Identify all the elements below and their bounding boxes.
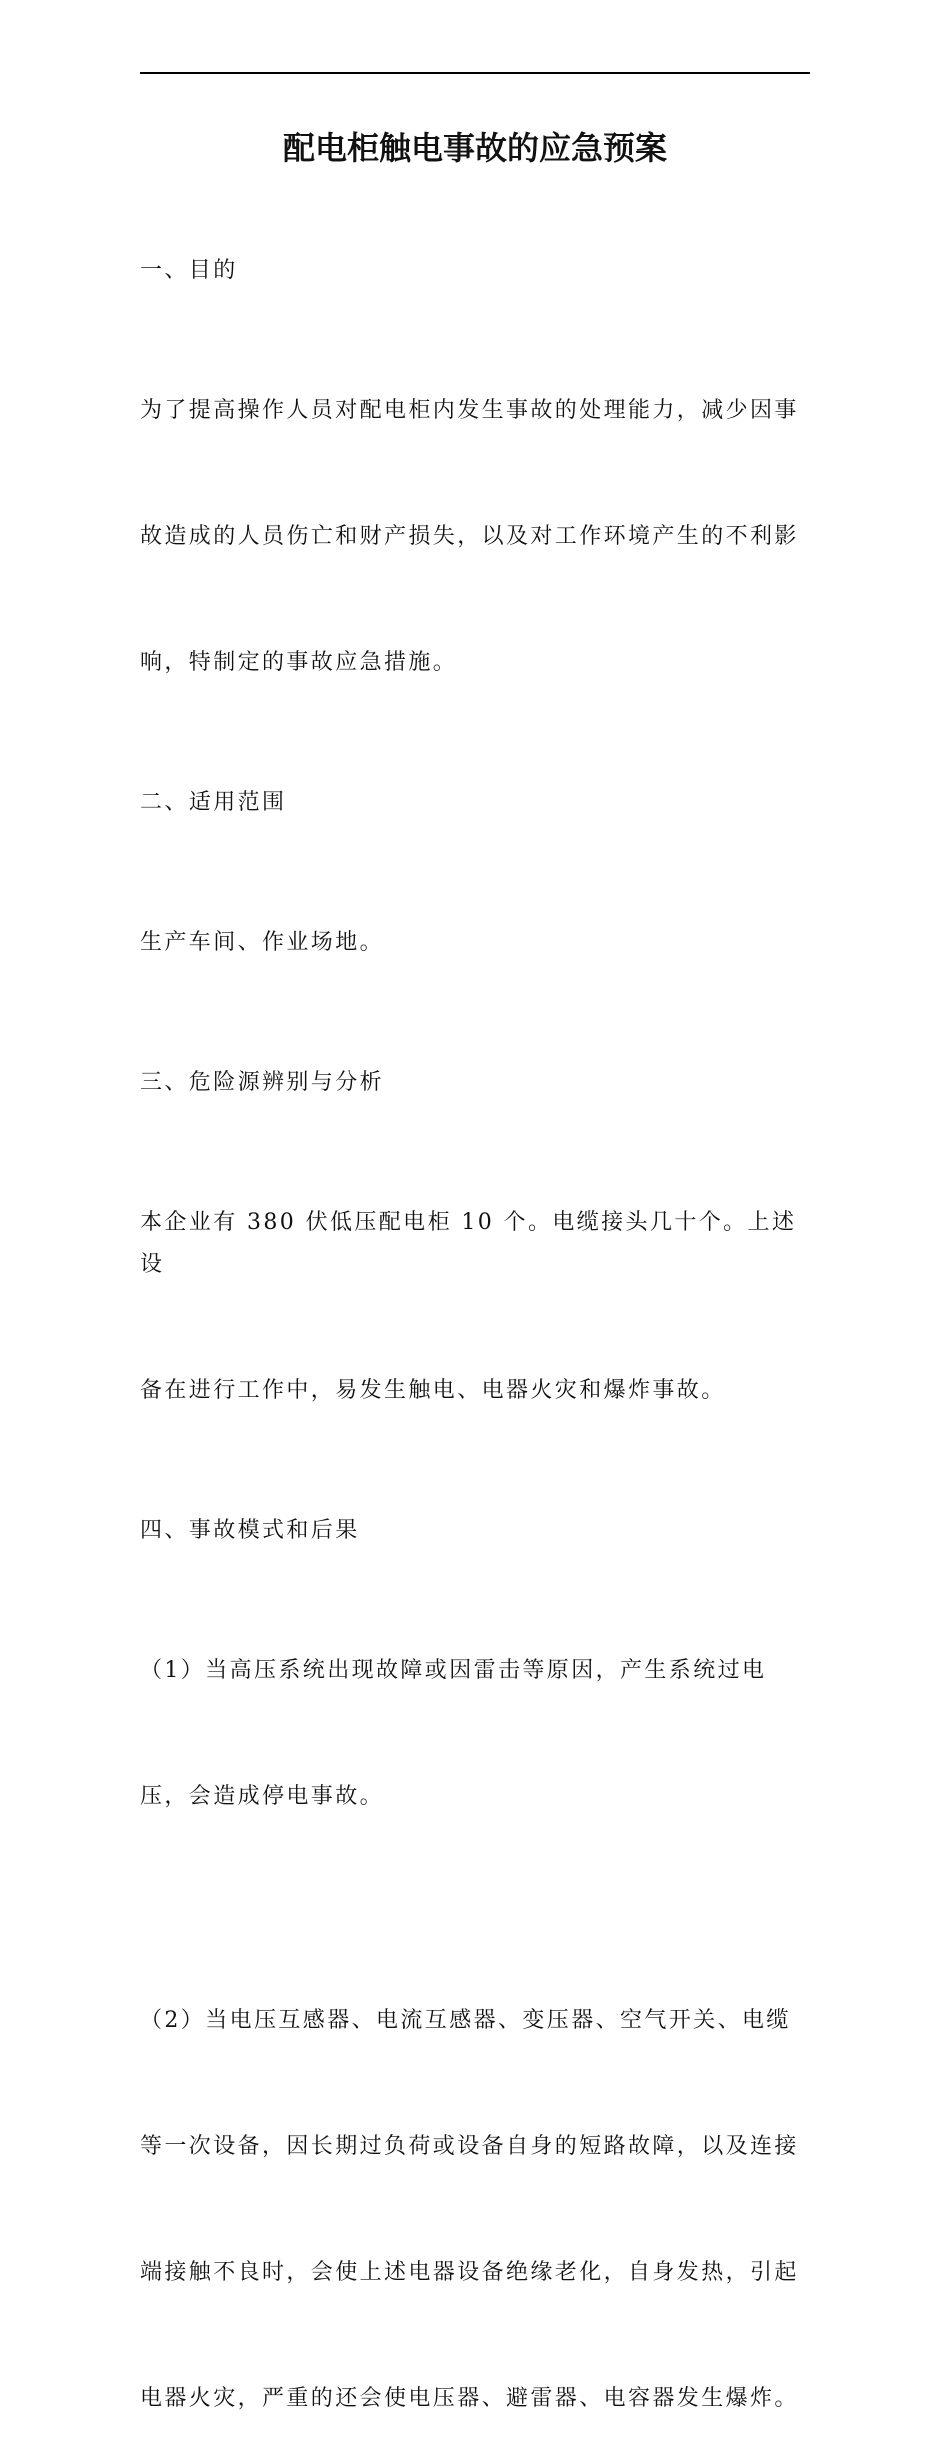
document-title: 配电柜触电事故的应急预案 — [282, 129, 667, 167]
document-body — [140, 250, 810, 2460]
paragraph-accident-mode-2 — [140, 1916, 810, 2460]
section-heading-hazard-analysis: 三、危险源辨别与分析 — [140, 1070, 385, 1095]
paragraph-scope — [140, 838, 810, 1048]
section-heading-purpose: 一、目的 — [140, 258, 238, 283]
text-line: 等一次设备，因长期过负荷或设备自身的短路故障，以及连接 — [140, 2134, 799, 2159]
text-line: 响，特制定的事故应急措施。 — [140, 650, 458, 675]
text-line: 故造成的人员伤亡和财产损失，以及对工作环境产生的不利影 — [140, 524, 799, 549]
text-line: 压，会造成停电事故。 — [140, 1784, 385, 1809]
text-line: （2）当电压互感器、电流互感器、变压器、空气开关、电缆 — [140, 2008, 791, 2033]
text-line: 为了提高操作人员对配电柜内发生事故的处理能力，减少因事 — [140, 398, 799, 423]
text-line: 电器火灾，严重的还会使电压器、避雷器、电容器发生爆炸。 — [140, 2386, 799, 2411]
paragraph-purpose — [140, 306, 810, 768]
section-heading-accident-modes: 四、事故模式和后果 — [140, 1518, 360, 1543]
text-line: 生产车间、作业场地。 — [140, 930, 385, 955]
text-line: 端接触不良时，会使上述电器设备绝缘老化，自身发热，引起 — [140, 2260, 799, 2285]
header-rule — [140, 72, 810, 74]
section-heading-scope: 二、适用范围 — [140, 790, 287, 815]
paragraph-accident-mode-1 — [140, 1566, 810, 1902]
paragraph-hazard-analysis — [140, 1118, 810, 1496]
text-line: 备在进行工作中，易发生触电、电器火灾和爆炸事故。 — [140, 1378, 726, 1403]
text-line: （1）当高压系统出现故障或因雷击等原因，产生系统过电 — [140, 1658, 767, 1683]
text-line: 本企业有 380 伏低压配电柜 10 个。电缆接头几十个。上述设 — [140, 1210, 797, 1277]
